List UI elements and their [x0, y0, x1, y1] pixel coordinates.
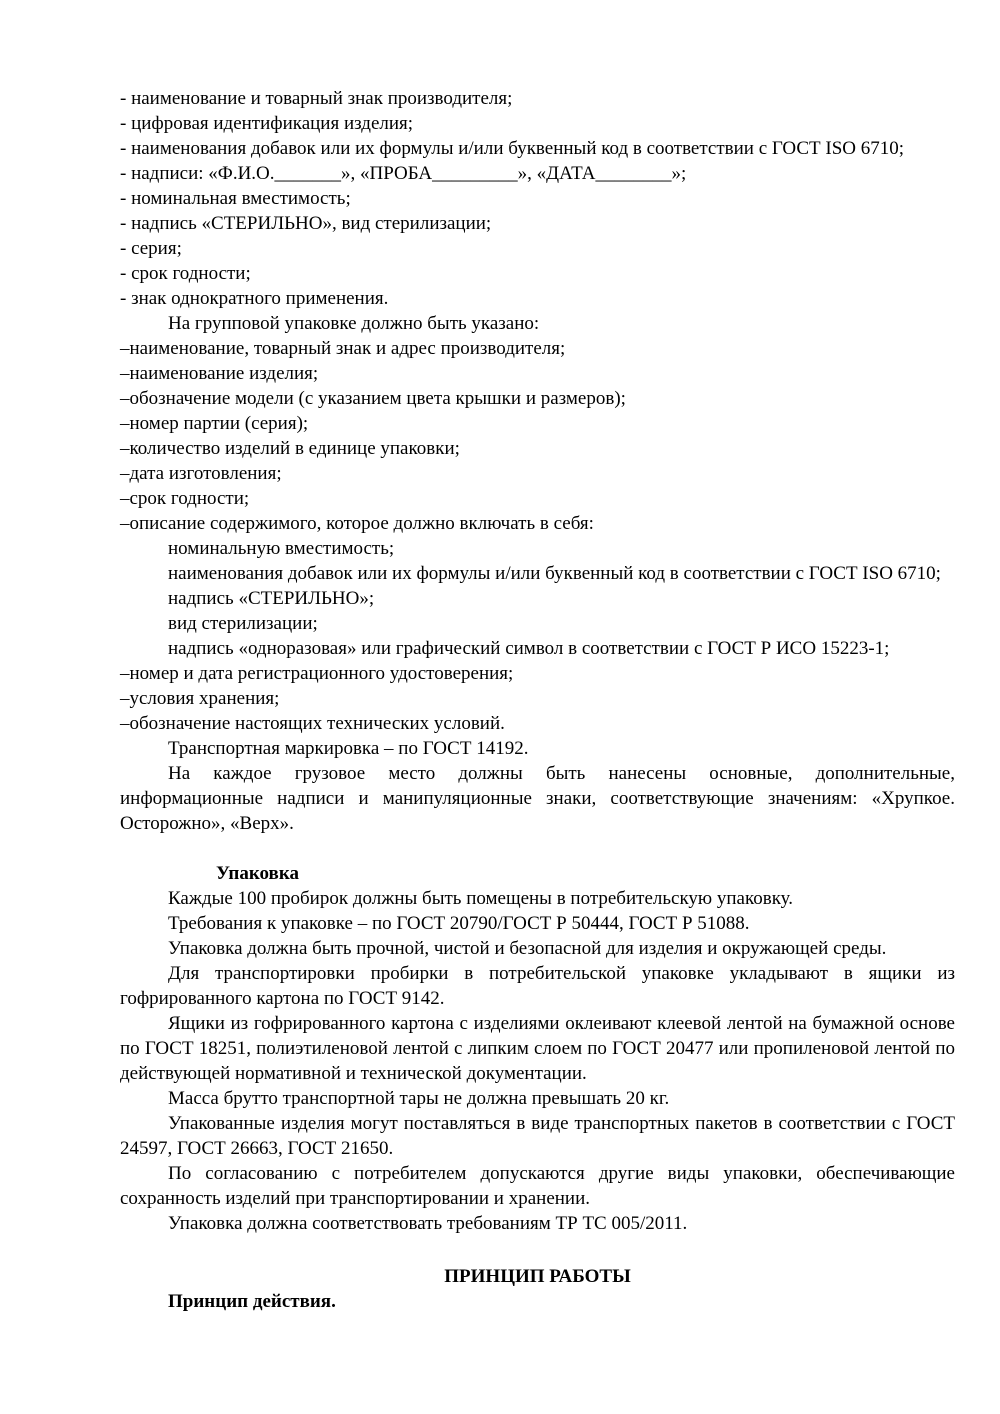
list-item-endash: –обозначение модели (с указанием цвета крышки и размеров); — [120, 388, 626, 409]
paragraph-tr-ts-compliance: Упаковка должна соответствовать требованиям ТР ТС 005/2011. — [168, 1213, 688, 1234]
list-item-endash: –условия хранения; — [120, 688, 280, 709]
list-item-dash: - наименование и товарный знак производителя; — [120, 88, 513, 109]
section-heading-upakovka: Упаковка — [216, 863, 299, 884]
list-item-dash: - серия; — [120, 238, 182, 259]
paragraph-transport-packets: Упакованные изделия могут поставляться в виде транспортных пакетов в соответствии с ГОСТ 24597, ГОСТ 26663, ГОСТ 21650. — [120, 1113, 955, 1159]
list-item-endash: –количество изделий в единице упаковки; — [120, 438, 460, 459]
paragraph-packaging-requirements: Требования к упаковке – по ГОСТ 20790/ГОСТ Р 50444, ГОСТ Р 51088. — [168, 913, 750, 934]
subheading-printsip-deystviya: Принцип действия. — [168, 1291, 336, 1312]
list-item-endash: –дата изготовления; — [120, 463, 282, 484]
list-item-dash: - цифровая идентификация изделия; — [120, 113, 414, 134]
sub-list-item: надпись «СТЕРИЛЬНО»; — [168, 588, 375, 609]
paragraph-cargo-marking: На каждое грузовое место должны быть нанесены основные, дополнительные, информационные надписи и манипуляционные знаки, соответствующие значениям: «Хрупкое. Осторожно», «Верх». — [120, 763, 955, 834]
list-item-endash: –номер и дата регистрационного удостоверения; — [120, 663, 514, 684]
list-item-dash: - номинальная вместимость; — [120, 188, 351, 209]
paragraph-other-packaging: По согласованию с потребителем допускаются другие виды упаковки, обеспечивающие сохранность изделий при транспортировании и хранении. — [120, 1163, 955, 1209]
list-item-dash: - знак однократного применения. — [120, 288, 389, 309]
paragraph-packaging-quality: Упаковка должна быть прочной, чистой и безопасной для изделия и окружающей среды. — [168, 938, 887, 959]
list-item-endash: –обозначение настоящих технических условий. — [120, 713, 505, 734]
paragraph-transport-boxes: Для транспортировки пробирки в потребительской упаковке укладывают в ящики из гофрированного картона по ГОСТ 9142. — [120, 963, 955, 1009]
list-item-dash: - надпись «СТЕРИЛЬНО», вид стерилизации; — [120, 213, 492, 234]
paragraph-transport-marking: Транспортная маркировка – по ГОСТ 14192. — [168, 738, 529, 759]
paragraph-group-packaging-intro: На групповой упаковке должно быть указано: — [168, 313, 540, 334]
heading-printsip-raboty: ПРИНЦИП РАБОТЫ — [444, 1266, 631, 1287]
sub-list-item: надпись «одноразовая» или графический символ в соответствии с ГОСТ Р ИСО 15223-1; — [168, 638, 890, 659]
sub-list-item: вид стерилизации; — [168, 613, 318, 634]
list-item-endash: –срок годности; — [120, 488, 250, 509]
list-item-dash: - надписи: «Ф.И.О._______», «ПРОБА_________», «ДАТА________»; — [120, 163, 687, 184]
paragraph-gross-mass: Масса брутто транспортной тары не должна превышать 20 кг. — [168, 1088, 670, 1109]
paragraph-consumer-packaging: Каждые 100 пробирок должны быть помещены в потребительскую упаковку. — [168, 888, 794, 909]
list-item-dash: - наименования добавок или их формулы и/или буквенный код в соответствии с ГОСТ ISO 6710; — [120, 138, 905, 159]
list-item-endash: –наименование, товарный знак и адрес производителя; — [120, 338, 566, 359]
list-item-dash: - срок годности; — [120, 263, 251, 284]
sub-list-item: наименования добавок или их формулы и/или буквенный код в соответствии с ГОСТ ISO 6710; — [168, 563, 941, 584]
paragraph-box-taping: Ящики из гофрированного картона с изделиями оклеивают клеевой лентой на бумажной основе по ГОСТ 18251, полиэтиленовой лентой с липким слоем по ГОСТ 20477 или пропиленовой лентой по действующей нормативной и технической документации. — [120, 1013, 955, 1084]
list-item-endash: –наименование изделия; — [120, 363, 319, 384]
list-item-endash: –номер партии (серия); — [120, 413, 309, 434]
list-item-endash: –описание содержимого, которое должно включать в себя: — [120, 513, 594, 534]
sub-list-item: номинальную вместимость; — [168, 538, 395, 559]
